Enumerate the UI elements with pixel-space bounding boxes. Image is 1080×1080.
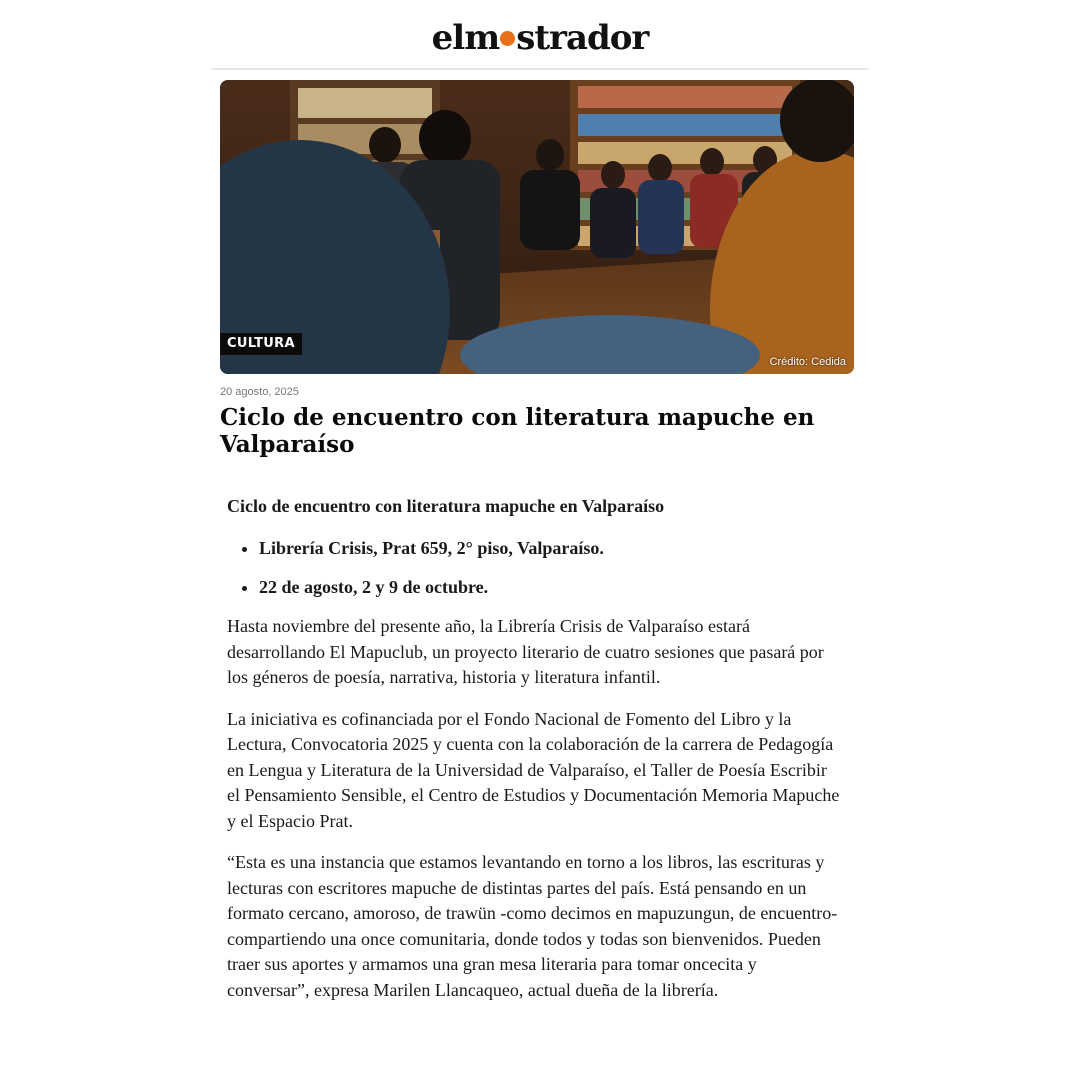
paragraph-2: La iniciativa es cofinanciada por el Fondo Nacional de Fomento del Libro y la Lectura, Convocatoria 2025 y cuenta con la colaboración de la carrera de Pedagogía en Lengua y Literatura de la Universidad de Valparaíso, el Taller de Poesía Escribir el Pensamiento Sensible, el Centro de Estudios y Documentación Memoria Mapuche y el Espacio Prat. [227, 708, 840, 831]
event-facts-list [227, 535, 842, 600]
masthead [211, 0, 869, 70]
section-badge[interactable]: CULTURA [220, 333, 302, 355]
hero-image [220, 80, 854, 374]
logo-text-left: elm [431, 18, 500, 58]
event-location: • Librería Crisis, Prat 659, 2° piso, Valparaíso. [259, 535, 842, 561]
paragraph-1: Hasta noviembre del presente año, la Librería Crisis de Valparaíso estará desarrollando El Mapuclub, un proyecto literario de cuatro sesiones que pasará por los géneros de poesía, narrativa, historia y literatura infantil. [227, 616, 824, 687]
bookstore-photo [220, 80, 854, 374]
photo-credit: Crédito: Cedida [769, 356, 846, 368]
paragraph-3: “Esta es una instancia que estamos levantando en torno a los libros, las escrituras y lecturas con escritores mapuche de distintas partes del país. Está pensando en un formato cercano, amoroso, de trawün -como decimos en mapuzungun, de encuentro- compartiendo una once comunitaria, donde todos y todas son bienvenidos. Pueden traer sus aportes y armamos una gran mesa literaria para tomar oncecita y conversar”, expresa Marilen Llancaqueo, actual dueña de la librería. [227, 852, 838, 1000]
logo-text-right: strador [516, 18, 649, 58]
article-title: Ciclo de encuentro con literatura mapuche en Valparaíso [220, 404, 815, 458]
article-lead: Ciclo de encuentro con literatura mapuche en Valparaíso [227, 496, 665, 516]
publish-date: 20 agosto, 2025 [220, 386, 299, 398]
article-body [227, 493, 842, 1019]
site-logo[interactable] [211, 16, 869, 60]
event-dates: • 22 de agosto, 2 y 9 de octubre. [259, 574, 842, 600]
logo-dot-icon [500, 31, 515, 46]
